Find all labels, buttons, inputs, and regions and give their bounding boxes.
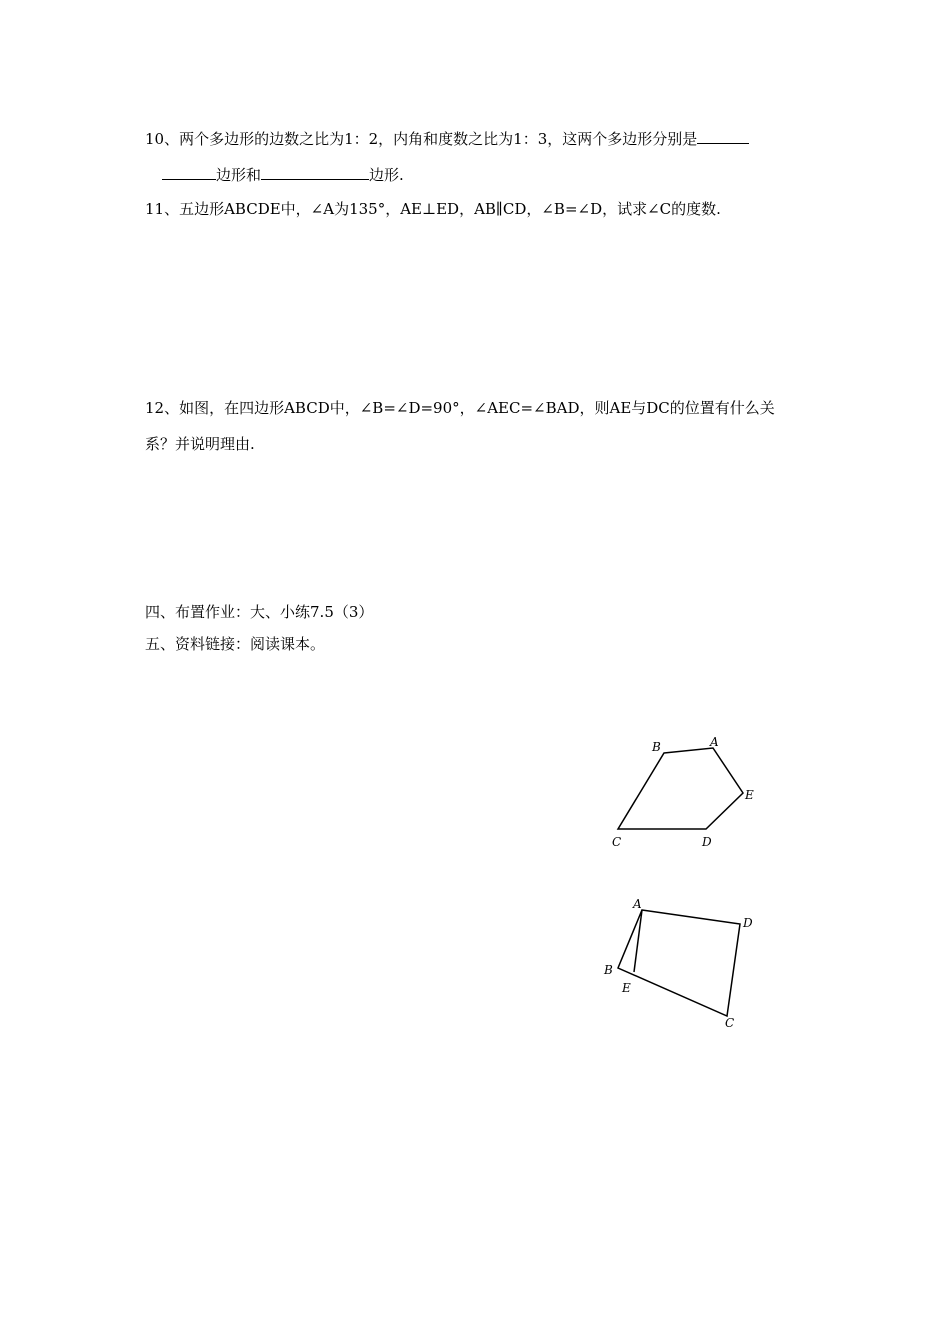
question-12-text-1: 12、如图，在四边形ABCD中，∠B=∠D=90°，∠AEC=∠BAD，则AE与DC的位置有什么关 <box>145 399 775 417</box>
quad-label-d: D <box>743 916 753 930</box>
quad-label-e: E <box>622 981 631 995</box>
section-resources <box>145 634 325 654</box>
answer-blank-1a[interactable] <box>697 128 749 144</box>
question-11-text: 11、五边形ABCDE中，∠A为135°，AE⊥ED，AB∥CD，∠B=∠D，试求∠C的度数. <box>145 200 721 218</box>
quadrilateral-figure <box>600 895 765 1035</box>
question-12-text-2: 系？并说明理由. <box>145 435 255 453</box>
pentagon-label-d: D <box>702 835 712 849</box>
resources-text: 五、资料链接：阅读课本。 <box>145 635 326 653</box>
pentagon-label-e: E <box>745 788 754 802</box>
pentagon-label-c: C <box>612 835 622 849</box>
question-10-line-1 <box>145 128 749 149</box>
question-12-line-2 <box>145 434 255 454</box>
pentagon-outline <box>618 748 743 829</box>
question-10-line-2 <box>162 164 404 185</box>
pentagon-figure <box>600 730 770 855</box>
answer-blank-1b[interactable] <box>162 164 216 180</box>
question-12-line-1 <box>145 398 775 418</box>
quad-label-b: B <box>604 963 613 977</box>
pentagon-label-a: A <box>710 735 719 749</box>
quad-label-a: A <box>633 897 642 911</box>
section-homework <box>145 602 373 622</box>
quadrilateral-outline <box>618 910 740 1016</box>
question-10-text-b: 边形. <box>369 166 404 184</box>
answer-blank-2[interactable] <box>261 164 369 180</box>
question-10-text-a: 边形和 <box>216 166 262 184</box>
question-10-text: 10、两个多边形的边数之比为1：2，内角和度数之比为1：3，这两个多边形分别是 <box>145 130 698 148</box>
quad-label-c: C <box>725 1016 735 1030</box>
pentagon-label-b: B <box>652 740 661 754</box>
question-11 <box>145 199 721 219</box>
homework-text: 四、布置作业：大、小练7.5（3） <box>145 603 374 621</box>
